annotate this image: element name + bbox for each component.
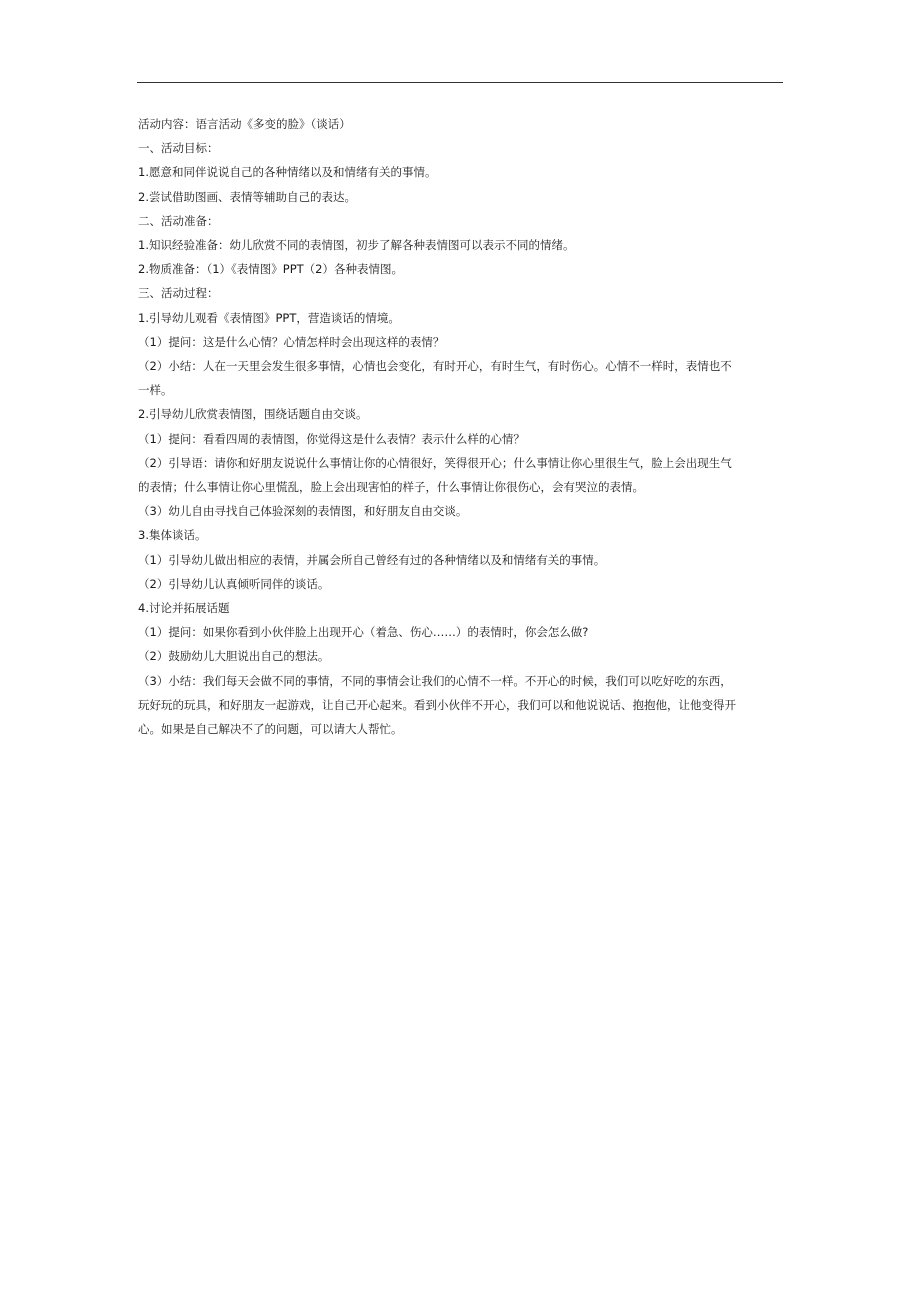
activity-content-line: 活动内容：语言活动《多变的脸》（谈话） (138, 117, 351, 131)
process-step-1-sub-1: （1）提问：这是什么心情？心情怎样时会出现这样的表情？ (138, 334, 445, 349)
header-rule (137, 82, 783, 83)
process-step-3-sub-2: （2）引导幼儿认真倾听同伴的谈话。 (138, 576, 330, 591)
process-step-2-sub-2-cont: 的表情；什么事情让你心里慌乱，脸上会出现害怕的样子，什么事情让你很伤心，会有哭泣的表情。 (138, 480, 644, 495)
process-step-4-sub-2: （2）鼓励幼儿大胆说出自己的想法。 (138, 649, 330, 664)
process-step-4: 4.讨论并拓展话题 (138, 601, 230, 616)
document-body (138, 112, 784, 741)
process-step-3-sub-1: （1）引导幼儿做出相应的表情，并属会所自己曾经有过的各种情绪以及和情绪有关的事情。 (138, 552, 606, 567)
process-step-3: 3.集体谈话。 (138, 528, 207, 543)
process-step-1-sub-2: （2）小结：人在一天里会发生很多事情，心情也会变化，有时开心，有时生气，有时伤心。心情不一样时，表情也不 (138, 359, 732, 374)
preparation-item-1: 1.知识经验准备：幼儿欣赏不同的表情图，初步了解各种表情图可以表示不同的情绪。 (138, 238, 575, 253)
process-step-4-sub-1: （1）提问：如果你看到小伙伴脸上出现开心（着急、伤心……）的表情时，你会怎么做? (138, 625, 589, 640)
process-step-2-sub-1: （1）提问：看看四周的表情图，你觉得这是什么表情？表示什么样的心情？ (138, 431, 525, 446)
process-step-2: 2.引导幼儿欣赏表情图，围绕话题自由交谈。 (138, 407, 368, 422)
section-heading-goals: 一、活动目标： (138, 141, 219, 156)
process-step-4-sub-3: （3）小结：我们每天会做不同的事情，不同的事情会让我们的心情不一样。不开心的时候，我们可以吃好吃的东西， (138, 673, 732, 688)
section-heading-process: 三、活动过程： (138, 286, 219, 301)
process-step-4-sub-3-cont-1: 玩好玩的玩具，和好朋友一起游戏，让自己开心起来。看到小伙伴不开心，我们可以和他说说话、抱抱他，让他变得开 (138, 697, 736, 712)
section-heading-preparation: 二、活动准备： (138, 213, 219, 228)
process-step-1: 1.引导幼儿观看《表情图》PPT，营造谈话的情境。 (138, 310, 400, 325)
process-step-2-sub-3: （3）幼儿自由寻找自己体验深刻的表情图，和好朋友自由交谈。 (138, 504, 468, 519)
goal-item-2: 2.尝试借助图画、表情等辅助自己的表达。 (138, 189, 356, 204)
process-step-2-sub-2: （2）引导语：请你和好朋友说说什么事情让你的心情很好，笑得很开心；什么事情让你心里很生气，脸上会出现生气 (138, 455, 732, 470)
process-step-4-sub-3-cont-2: 心。如果是自己解决不了的问题，可以请大人帮忙。 (138, 722, 403, 737)
preparation-item-2: 2.物质准备：（1）《表情图》PPT（2）各种表情图。 (138, 262, 403, 277)
goal-item-1: 1.愿意和同伴说说自己的各种情绪以及和情绪有关的事情。 (138, 165, 437, 180)
process-step-1-sub-2-cont: 一样。 (138, 383, 173, 398)
